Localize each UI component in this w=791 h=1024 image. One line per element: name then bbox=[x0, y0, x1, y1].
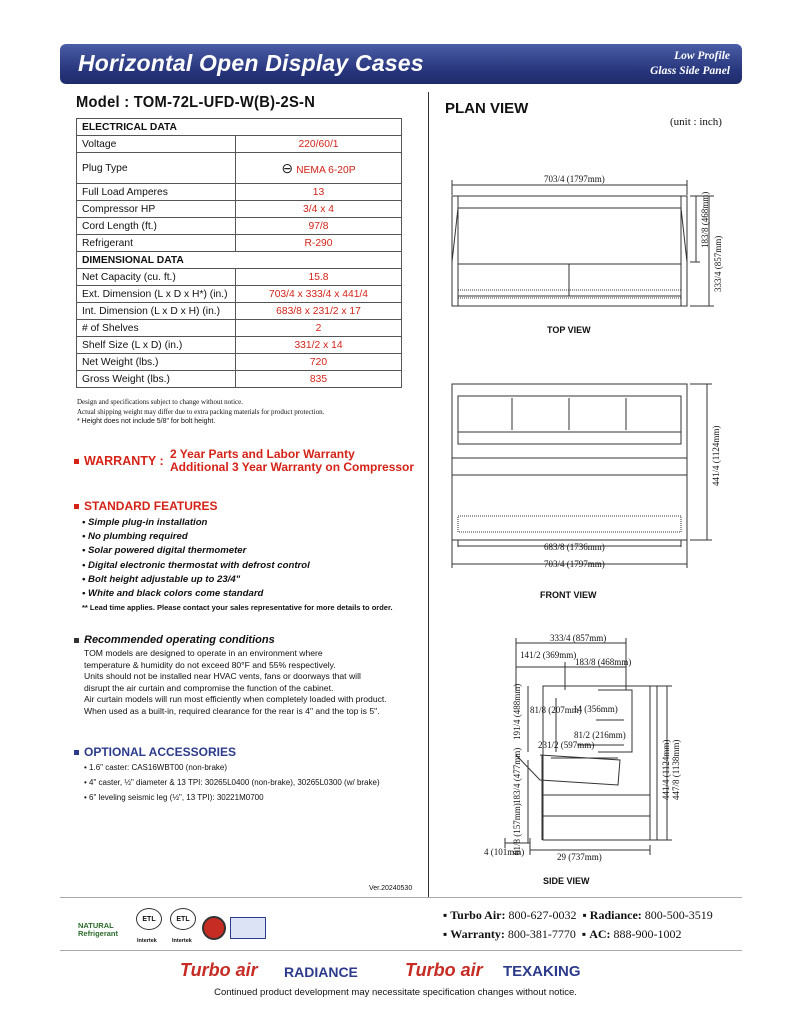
turbo-air-label: Turbo Air: bbox=[450, 908, 506, 922]
top-view-drawing bbox=[452, 180, 714, 306]
accessory-item: • 6" leveling seismic leg (½", 13 TPI): 30221M0700 bbox=[84, 793, 264, 802]
dim-side-29: 29 (737mm) bbox=[557, 852, 602, 862]
front-view-label: FRONT VIEW bbox=[540, 590, 597, 600]
accessories-heading-text: OPTIONAL ACCESSORIES bbox=[84, 745, 237, 759]
spec-value: 3/4 x 4 bbox=[236, 201, 402, 218]
dim-side-61: 61/8 (157mm) bbox=[512, 803, 522, 855]
spec-label: Net Capacity (cu. ft.) bbox=[77, 269, 236, 286]
section-heading: ELECTRICAL DATA bbox=[77, 119, 402, 136]
spec-value: 835 bbox=[236, 371, 402, 388]
warranty-label-text: WARRANTY : bbox=[84, 454, 164, 468]
page-title: Horizontal Open Display Cases bbox=[78, 50, 424, 76]
recommended-line: Air curtain models will run most efficiently when completely loaded with product. bbox=[84, 694, 387, 705]
ac-label: AC: bbox=[589, 927, 611, 941]
warranty-line: Additional 3 Year Warranty on Compressor bbox=[170, 460, 415, 474]
warranty-line: 2 Year Parts and Labor Warranty bbox=[170, 447, 355, 461]
plug-icon: ⊖ bbox=[281, 159, 294, 176]
dim-side-14b: 14 (356mm) bbox=[573, 704, 618, 714]
warranty-phone: 800-381-7770 bbox=[507, 927, 576, 941]
spec-value: 703/4 x 333/4 x 441/4 bbox=[236, 286, 402, 303]
spec-label: Cord Length (ft.) bbox=[77, 218, 236, 235]
dim-side-441: 441/4 (1124mm) bbox=[661, 739, 671, 800]
dim-side-183: 183/8 (468mm) bbox=[575, 657, 632, 667]
radiance-label: Radiance: bbox=[589, 908, 642, 922]
warranty-seal-icon bbox=[202, 916, 226, 940]
brand-turbo-air-logo-2: Turbo air bbox=[405, 960, 483, 980]
dim-side-8-1-8: 81/8 (207mm) bbox=[530, 705, 582, 715]
recommended-heading-text: Recommended operating conditions bbox=[84, 634, 275, 646]
model-title: Model : TOM-72L-UFD-W(B)-2S-N bbox=[76, 94, 316, 111]
spec-label: Refrigerant bbox=[77, 235, 236, 252]
five-year-warranty-badge-icon bbox=[230, 917, 266, 939]
natural-refrigerant-logo: NATURAL Refrigerant bbox=[78, 921, 119, 938]
version-label: Ver.20240530 bbox=[369, 885, 413, 892]
subtitle-line1: Low Profile bbox=[674, 50, 730, 62]
spec-label: Compressor HP bbox=[77, 201, 236, 218]
dim-side-8-1-2: 81/2 (216mm) bbox=[574, 730, 626, 740]
accessory-item: • 4" caster, ½" diameter & 13 TPI: 30265L0400 (non-brake), 30265L0300 (w/ brake) bbox=[84, 778, 380, 787]
spec-value: 331/2 x 14 bbox=[236, 337, 402, 354]
turbo-air-phone: 800-627-0032 bbox=[508, 908, 577, 922]
feature-item: • No plumbing required bbox=[82, 531, 188, 543]
spec-value: R-290 bbox=[236, 235, 402, 252]
spec-value: 15.8 bbox=[236, 269, 402, 286]
dim-front-height: 441/4 (1124mm) bbox=[711, 425, 721, 486]
recommended-line: temperature & humidity do not exceed 80°F and 55% respectively. bbox=[84, 659, 336, 670]
etl-cert-icon: ETL bbox=[136, 908, 162, 930]
dim-side-4: 4 (101mm) bbox=[484, 847, 525, 857]
spec-label: Int. Dimension (L x D x H) (in.) bbox=[77, 303, 236, 320]
brand-radiance-logo: RADIANCE bbox=[284, 964, 358, 980]
spec-label: Voltage bbox=[77, 136, 236, 153]
dim-side-447: 447/8 (1138mm) bbox=[671, 739, 681, 800]
dim-top-width: 703/4 (1797mm) bbox=[544, 174, 605, 184]
feature-item: • White and black colors come standard bbox=[82, 588, 264, 600]
brand-turbo-air-logo: Turbo air bbox=[180, 960, 258, 980]
section-heading: DIMENSIONAL DATA bbox=[77, 252, 402, 269]
subtitle-line2: Glass Side Panel bbox=[650, 65, 730, 77]
plan-view-title: PLAN VIEW bbox=[445, 100, 529, 117]
etl-sanitation-cert-icon: ETL bbox=[170, 908, 196, 930]
top-view-label: TOP VIEW bbox=[547, 325, 591, 335]
lead-time-note: ** Lead time applies. Please contact your sales representative for more details to order. bbox=[82, 603, 393, 613]
accessory-item: • 1.6" caster: CAS16WBT00 (non-brake) bbox=[84, 763, 228, 772]
recommended-line: disrupt the air curtain and compromise the function of the cabinet. bbox=[84, 682, 334, 693]
feature-item: • Simple plug-in installation bbox=[82, 517, 208, 528]
feature-item: • Solar powered digital thermometer bbox=[82, 545, 247, 557]
spec-value: 683/8 x 231/2 x 17 bbox=[236, 303, 402, 320]
standard-features-heading-text: STANDARD FEATURES bbox=[84, 499, 218, 513]
dim-top-depth-b: 333/4 (857mm) bbox=[713, 235, 723, 292]
spec-value: 97/8 bbox=[236, 218, 402, 235]
recommended-line: When used as a built-in, required clearance for the rear is 4" and the top is 5". bbox=[84, 705, 380, 716]
side-view-label: SIDE VIEW bbox=[543, 876, 590, 886]
spec-label: Shelf Size (L x D) (in.) bbox=[77, 337, 236, 354]
intertek-label: Intertek bbox=[172, 938, 192, 944]
unit-label: (unit : inch) bbox=[670, 116, 722, 128]
recommended-line: TOM models are designed to operate in an environment where bbox=[84, 648, 323, 658]
note: Actual shipping weight may differ due to extra packing materials for product protection. bbox=[77, 407, 325, 416]
dim-side-19: 191/4 (488mm) bbox=[512, 683, 522, 740]
contact-line-2: ▪ Warranty: 800-381-7770 ▪ AC: 888-900-1002 bbox=[443, 927, 682, 941]
intertek-label: Intertek bbox=[137, 938, 157, 944]
plug-type-value: NEMA 6-20P bbox=[296, 164, 356, 176]
feature-item: • Bolt height adjustable up to 23/4" bbox=[82, 573, 241, 585]
dim-side-depth: 333/4 (857mm) bbox=[550, 633, 607, 643]
dim-side-14: 141/2 (369mm) bbox=[520, 650, 577, 660]
spec-label: Gross Weight (lbs.) bbox=[77, 371, 236, 388]
spec-label: Full Load Amperes bbox=[77, 184, 236, 201]
spec-value: 220/60/1 bbox=[236, 136, 402, 153]
dim-side-183b: 183/4 (477mm) bbox=[512, 747, 522, 804]
note: Design and specifications subject to change without notice. bbox=[77, 398, 244, 406]
note: * Height does not include 5/8" for bolt height. bbox=[77, 418, 216, 425]
front-view-drawing bbox=[452, 384, 712, 568]
spec-label: Plug Type bbox=[77, 153, 236, 184]
spec-value: 2 bbox=[236, 320, 402, 337]
ac-phone: 888-900-1002 bbox=[613, 927, 682, 941]
contact-line-1: ▪ Turbo Air: 800-627-0032 ▪ Radiance: 800-500-3519 bbox=[443, 908, 713, 922]
spec-label: Ext. Dimension (L x D x H*) (in.) bbox=[77, 286, 236, 303]
recommended-line: Units should not be installed near HVAC vents, fans or doorways that will bbox=[84, 671, 361, 682]
spec-label: Net Weight (lbs.) bbox=[77, 354, 236, 371]
dim-front-inner-width: 683/8 (1736mm) bbox=[544, 542, 605, 552]
spec-value: 13 bbox=[236, 184, 402, 201]
warranty-contact-label: Warranty: bbox=[450, 927, 505, 941]
dim-top-depth-a: 183/8 (468mm) bbox=[700, 191, 710, 248]
feature-item: • Digital electronic thermostat with defrost control bbox=[82, 559, 310, 571]
footer-box bbox=[60, 897, 742, 951]
radiance-phone: 800-500-3519 bbox=[644, 908, 713, 922]
brand-texaking-logo: TEXAKING bbox=[503, 963, 581, 980]
dim-side-231: 231/2 (597mm) bbox=[538, 740, 595, 750]
spec-label: # of Shelves bbox=[77, 320, 236, 337]
spec-value: 720 bbox=[236, 354, 402, 371]
dim-front-width: 703/4 (1797mm) bbox=[544, 559, 605, 569]
disclaimer: Continued product development may necessitate specification changes without notice. bbox=[214, 987, 577, 998]
